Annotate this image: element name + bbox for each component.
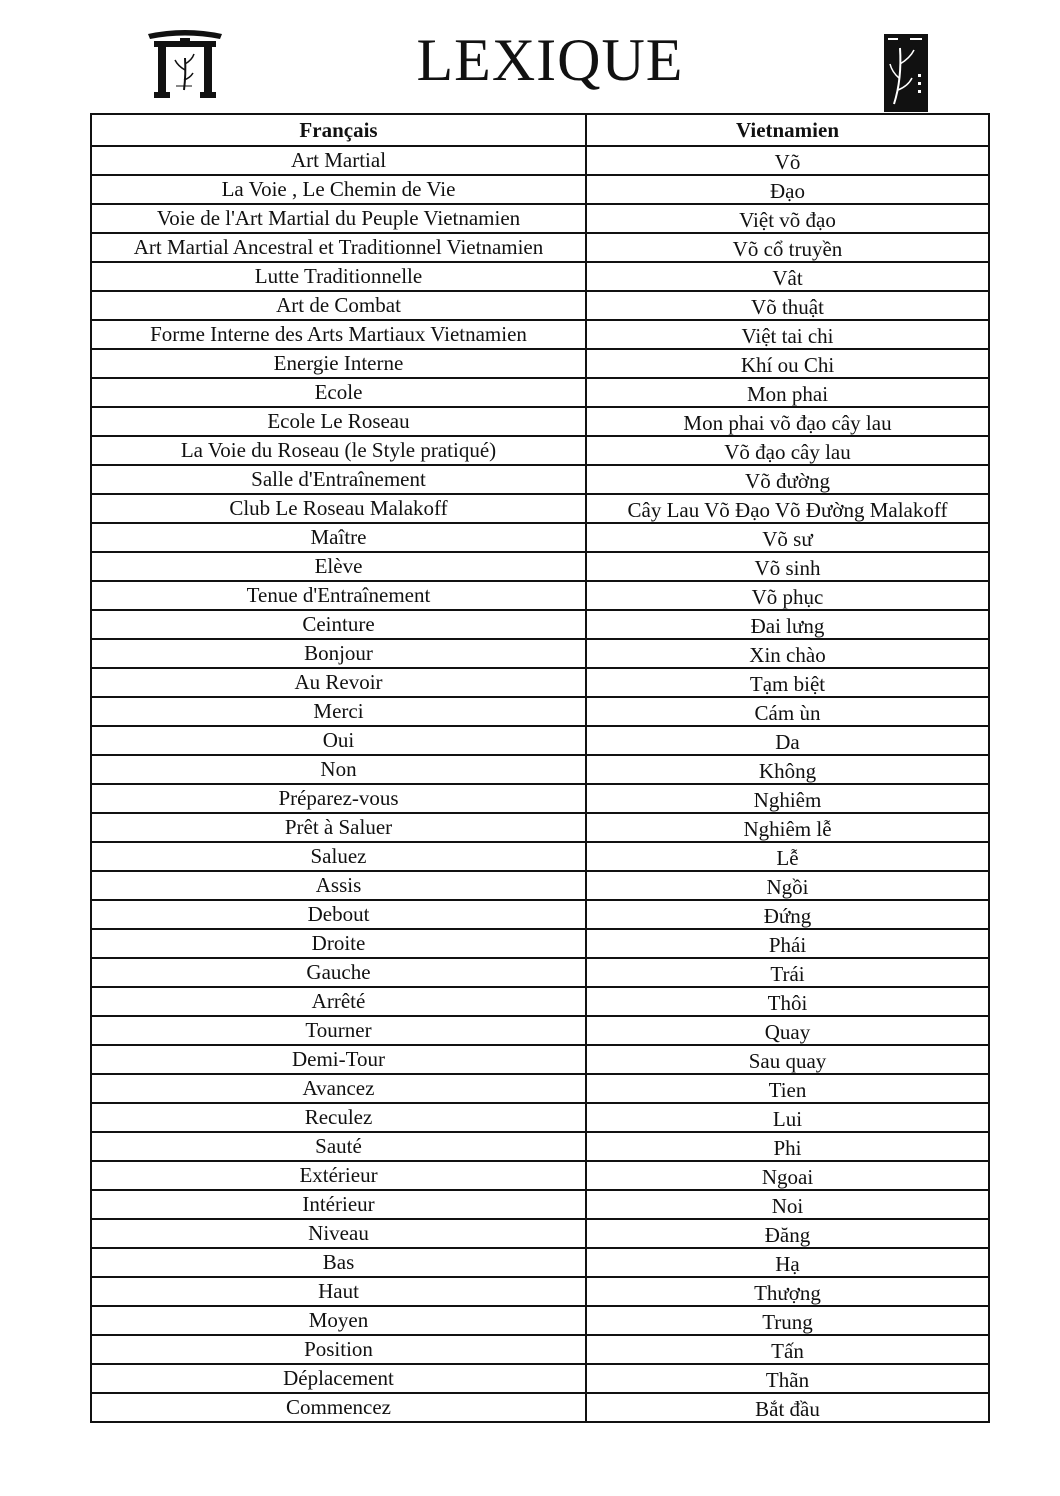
table-row (91, 726, 989, 755)
vietnamese-term: Sau quay (586, 1045, 989, 1074)
table-row (91, 1132, 989, 1161)
table-row (91, 668, 989, 697)
vietnamese-term: Xin chào (586, 639, 989, 668)
vietnamese-term: Bắt đầu (586, 1393, 989, 1422)
table-row (91, 784, 989, 813)
vietnamese-term: Cây Lau Võ Đạo Võ Đường Malakoff (586, 494, 989, 523)
table-row (91, 1306, 989, 1335)
table-row (91, 146, 989, 175)
vietnamese-term: Võ (586, 146, 989, 175)
french-term: Merci (91, 697, 586, 726)
vietnamese-term: Nghiêm (586, 784, 989, 813)
vietnamese-term: Mon phai (586, 378, 989, 407)
french-term: Sauté (91, 1132, 586, 1161)
table-row (91, 842, 989, 871)
gate-bamboo-logo (146, 26, 224, 100)
french-term: La Voie du Roseau (le Style pratiqué) (91, 436, 586, 465)
table-row (91, 813, 989, 842)
french-term: Art Martial (91, 146, 586, 175)
vietnamese-term: Đai lưng (586, 610, 989, 639)
table-row (91, 291, 989, 320)
vietnamese-term: Nghiêm lễ (586, 813, 989, 842)
vietnamese-term: Ngoai (586, 1161, 989, 1190)
french-term: Intérieur (91, 1190, 586, 1219)
french-term: Gauche (91, 958, 586, 987)
french-term: Elève (91, 552, 586, 581)
table-row (91, 465, 989, 494)
table-row (91, 1277, 989, 1306)
french-term: Salle d'Entraînement (91, 465, 586, 494)
column-header-vietnamese: Vietnamien (586, 114, 989, 146)
vietnamese-term: Hạ (586, 1248, 989, 1277)
french-term: Tenue d'Entraînement (91, 581, 586, 610)
table-row (91, 1103, 989, 1132)
table-row (91, 407, 989, 436)
vietnamese-term: Trái (586, 958, 989, 987)
table-row (91, 871, 989, 900)
vietnamese-term: Noi (586, 1190, 989, 1219)
page-title: LEXIQUE (416, 27, 684, 93)
table-row (91, 1016, 989, 1045)
french-term: Ecole (91, 378, 586, 407)
vietnamese-term: Không (586, 755, 989, 784)
table-row (91, 697, 989, 726)
table-row (91, 378, 989, 407)
table-row (91, 1074, 989, 1103)
table-row (91, 175, 989, 204)
french-term: Arrêté (91, 987, 586, 1016)
french-term: Voie de l'Art Martial du Peuple Vietnamien (91, 204, 586, 233)
vietnamese-term: Võ cổ truyền (586, 233, 989, 262)
table-row (91, 233, 989, 262)
lexicon-table (90, 113, 990, 1423)
vietnamese-term: Quay (586, 1016, 989, 1045)
vietnamese-term: Lui (586, 1103, 989, 1132)
table-row (91, 958, 989, 987)
french-term: Saluez (91, 842, 586, 871)
table-row (91, 581, 989, 610)
table-row (91, 987, 989, 1016)
french-term: Demi-Tour (91, 1045, 586, 1074)
french-term: Extérieur (91, 1161, 586, 1190)
french-term: Assis (91, 871, 586, 900)
table-row (91, 1045, 989, 1074)
vietnamese-term: Đứng (586, 900, 989, 929)
table-row (91, 610, 989, 639)
french-term: Energie Interne (91, 349, 586, 378)
vietnamese-term: Thượng (586, 1277, 989, 1306)
french-term: Moyen (91, 1306, 586, 1335)
vietnamese-term: Thãn (586, 1364, 989, 1393)
french-term: Art de Combat (91, 291, 586, 320)
lexicon-body (91, 146, 989, 1422)
vietnamese-term: Việt võ đạo (586, 204, 989, 233)
french-term: Non (91, 755, 586, 784)
french-term: Oui (91, 726, 586, 755)
table-row (91, 1248, 989, 1277)
vietnamese-term: Lễ (586, 842, 989, 871)
vietnamese-term: Đạo (586, 175, 989, 204)
table-row (91, 1364, 989, 1393)
french-term: Tourner (91, 1016, 586, 1045)
french-term: Club Le Roseau Malakoff (91, 494, 586, 523)
table-row (91, 1161, 989, 1190)
vietnamese-term: Tấn (586, 1335, 989, 1364)
french-term: Ecole Le Roseau (91, 407, 586, 436)
table-row (91, 900, 989, 929)
french-term: Niveau (91, 1219, 586, 1248)
table-row (91, 349, 989, 378)
table-row (91, 204, 989, 233)
table-row (91, 320, 989, 349)
vietnamese-term: Phi (586, 1132, 989, 1161)
french-term: Art Martial Ancestral et Traditionnel Vietnamien (91, 233, 586, 262)
vietnamese-term: Da (586, 726, 989, 755)
french-term: Commencez (91, 1393, 586, 1422)
french-term: Lutte Traditionnelle (91, 262, 586, 291)
vietnamese-term: Khí ou Chi (586, 349, 989, 378)
french-term: Déplacement (91, 1364, 586, 1393)
table-row (91, 262, 989, 291)
vietnamese-term: Trung (586, 1306, 989, 1335)
vietnamese-term: Thôi (586, 987, 989, 1016)
table-row (91, 1393, 989, 1422)
table-row (91, 755, 989, 784)
table-row (91, 1219, 989, 1248)
french-term: Préparez-vous (91, 784, 586, 813)
vietnamese-term: Ngồi (586, 871, 989, 900)
french-term: Forme Interne des Arts Martiaux Vietnamien (91, 320, 586, 349)
table-header-row (91, 114, 989, 146)
french-term: Au Revoir (91, 668, 586, 697)
french-term: Debout (91, 900, 586, 929)
vietnamese-term: Tạm biệt (586, 668, 989, 697)
french-term: Droite (91, 929, 586, 958)
french-term: Bonjour (91, 639, 586, 668)
vietnamese-term: Vât (586, 262, 989, 291)
vietnamese-term: Võ sinh (586, 552, 989, 581)
french-term: Bas (91, 1248, 586, 1277)
vietnamese-term: Đăng (586, 1219, 989, 1248)
french-term: La Voie , Le Chemin de Vie (91, 175, 586, 204)
french-term: Reculez (91, 1103, 586, 1132)
bamboo-seal-logo (884, 34, 928, 112)
vietnamese-term: Võ đạo cây lau (586, 436, 989, 465)
french-term: Ceinture (91, 610, 586, 639)
french-term: Maître (91, 523, 586, 552)
french-term: Avancez (91, 1074, 586, 1103)
french-term: Prêt à Saluer (91, 813, 586, 842)
table-row (91, 1190, 989, 1219)
table-row (91, 929, 989, 958)
vietnamese-term: Võ sư (586, 523, 989, 552)
vietnamese-term: Võ phục (586, 581, 989, 610)
column-header-french: Français (91, 114, 586, 146)
vietnamese-term: Phái (586, 929, 989, 958)
lexicon-table-container (90, 113, 988, 1423)
vietnamese-term: Cám ùn (586, 697, 989, 726)
table-row (91, 1335, 989, 1364)
french-term: Haut (91, 1277, 586, 1306)
table-row (91, 552, 989, 581)
page-header (0, 0, 1060, 112)
vietnamese-term: Mon phai võ đạo cây lau (586, 407, 989, 436)
french-term: Position (91, 1335, 586, 1364)
vietnamese-term: Võ đường (586, 465, 989, 494)
table-row (91, 639, 989, 668)
table-row (91, 523, 989, 552)
vietnamese-term: Việt tai chi (586, 320, 989, 349)
table-row (91, 494, 989, 523)
vietnamese-term: Võ thuật (586, 291, 989, 320)
vietnamese-term: Tien (586, 1074, 989, 1103)
table-row (91, 436, 989, 465)
